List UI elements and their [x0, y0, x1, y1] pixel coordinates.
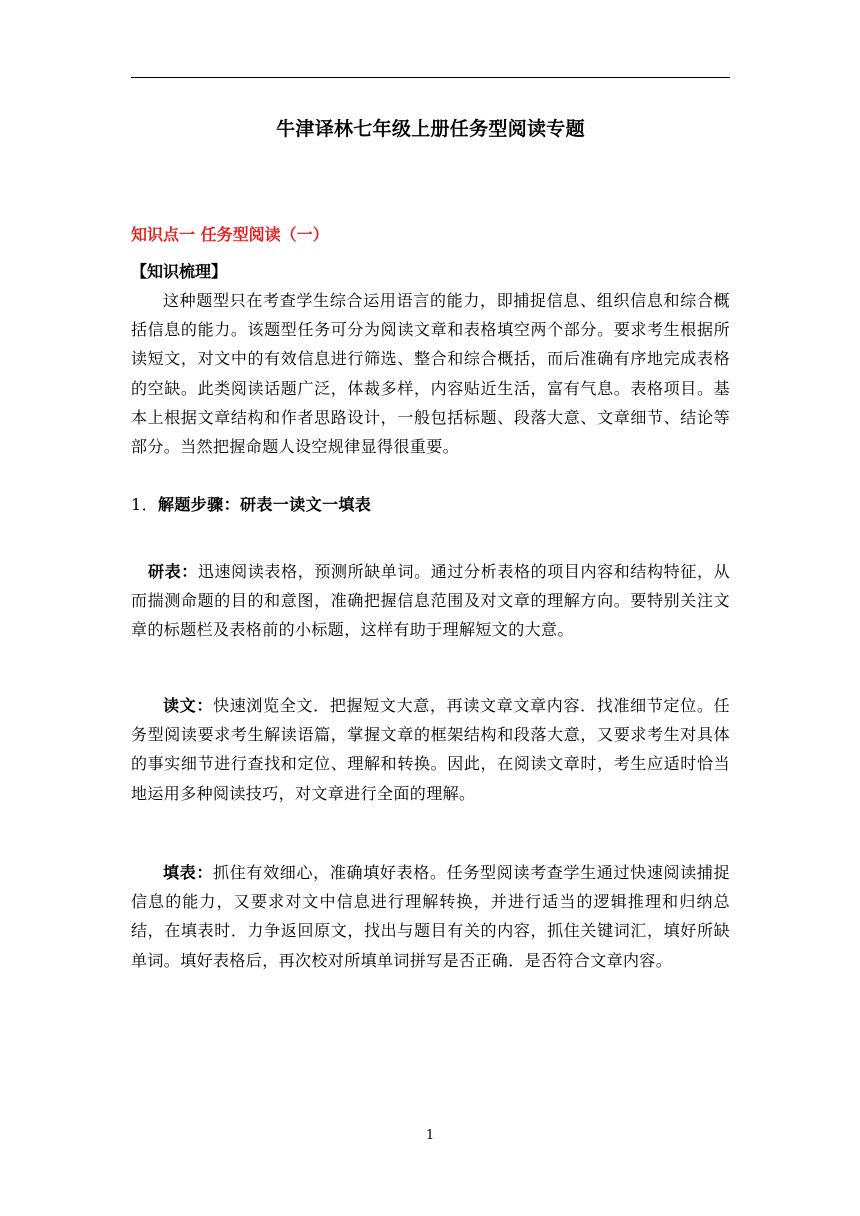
- study-table-text: 迅速阅读表格，预测所缺单词。通过分析表格的项目内容和结构特征，从而揣测命题的目的和意图，准确把握信息范围及对文章的理解方向。要特别关注文章的标题栏及表格前的小标题，这样有助于理解短文的大意。: [131, 562, 730, 640]
- fill-table-label: 填表：: [163, 863, 214, 882]
- read-text-text: 快速浏览全文．把握短文大意，再读文章文章内容．找准细节定位。任务型阅读要求考生解读语篇，掌握文章的框架结构和段落大意，又要求考生对具体的事实细节进行查找和定位、理解和转换。因此，在阅读文章时，考生应适时恰当地运用多种阅读技巧，对文章进行全面的理解。: [131, 696, 731, 803]
- section-heading: 知识点一 任务型阅读（一）: [131, 225, 329, 244]
- intro-paragraph: 这种题型只在考查学生综合运用语言的能力，即捕捉信息、组织信息和综合概括信息的能力。该题型任务可分为阅读文章和表格填空两个部分。要求考生根据所读短文，对文中的有效信息进行筛选、整合和综合概括，而后准确有序地完成表格的空缺。此类阅读话题广泛，体裁多样，内容贴近生活，富有气息。表格项目。基本上根据文章结构和作者思路设计，一般包括标题、段落大意、文章细节、结论等部分。当然把握命题人设空规律显得很重要。: [131, 291, 730, 457]
- header-rule: [131, 77, 730, 78]
- read-text-paragraph: [131, 691, 730, 808]
- fill-table-text: 抓住有效细心，准确填好表格。任务型阅读考查学生通过快速阅读捕捉信息的能力，又要求对文中信息进行理解转换，并进行适当的逻辑推理和归纳总结，在填表时．力争返回原文，找出与题目有关的内容，抓住关键词汇，填好所缺单词。填好表格后，再次校对所填单词拼写是否正确．是否符合文章内容。: [131, 863, 731, 970]
- knowledge-summary-heading: 【知识梳理】: [131, 262, 228, 281]
- page-number: 1: [425, 1128, 435, 1143]
- study-table-paragraph: [131, 557, 730, 645]
- solving-steps-line: [131, 492, 371, 515]
- document-title: 牛津译林七年级上册任务型阅读专题: [276, 118, 585, 140]
- fill-table-paragraph: [131, 858, 730, 975]
- read-text-label: 读文：: [163, 696, 214, 715]
- study-table-label: 研表：: [148, 562, 198, 581]
- step-number: 1．: [131, 495, 158, 514]
- step-text: 解题步骤：研表一读文一填表: [157, 495, 372, 514]
